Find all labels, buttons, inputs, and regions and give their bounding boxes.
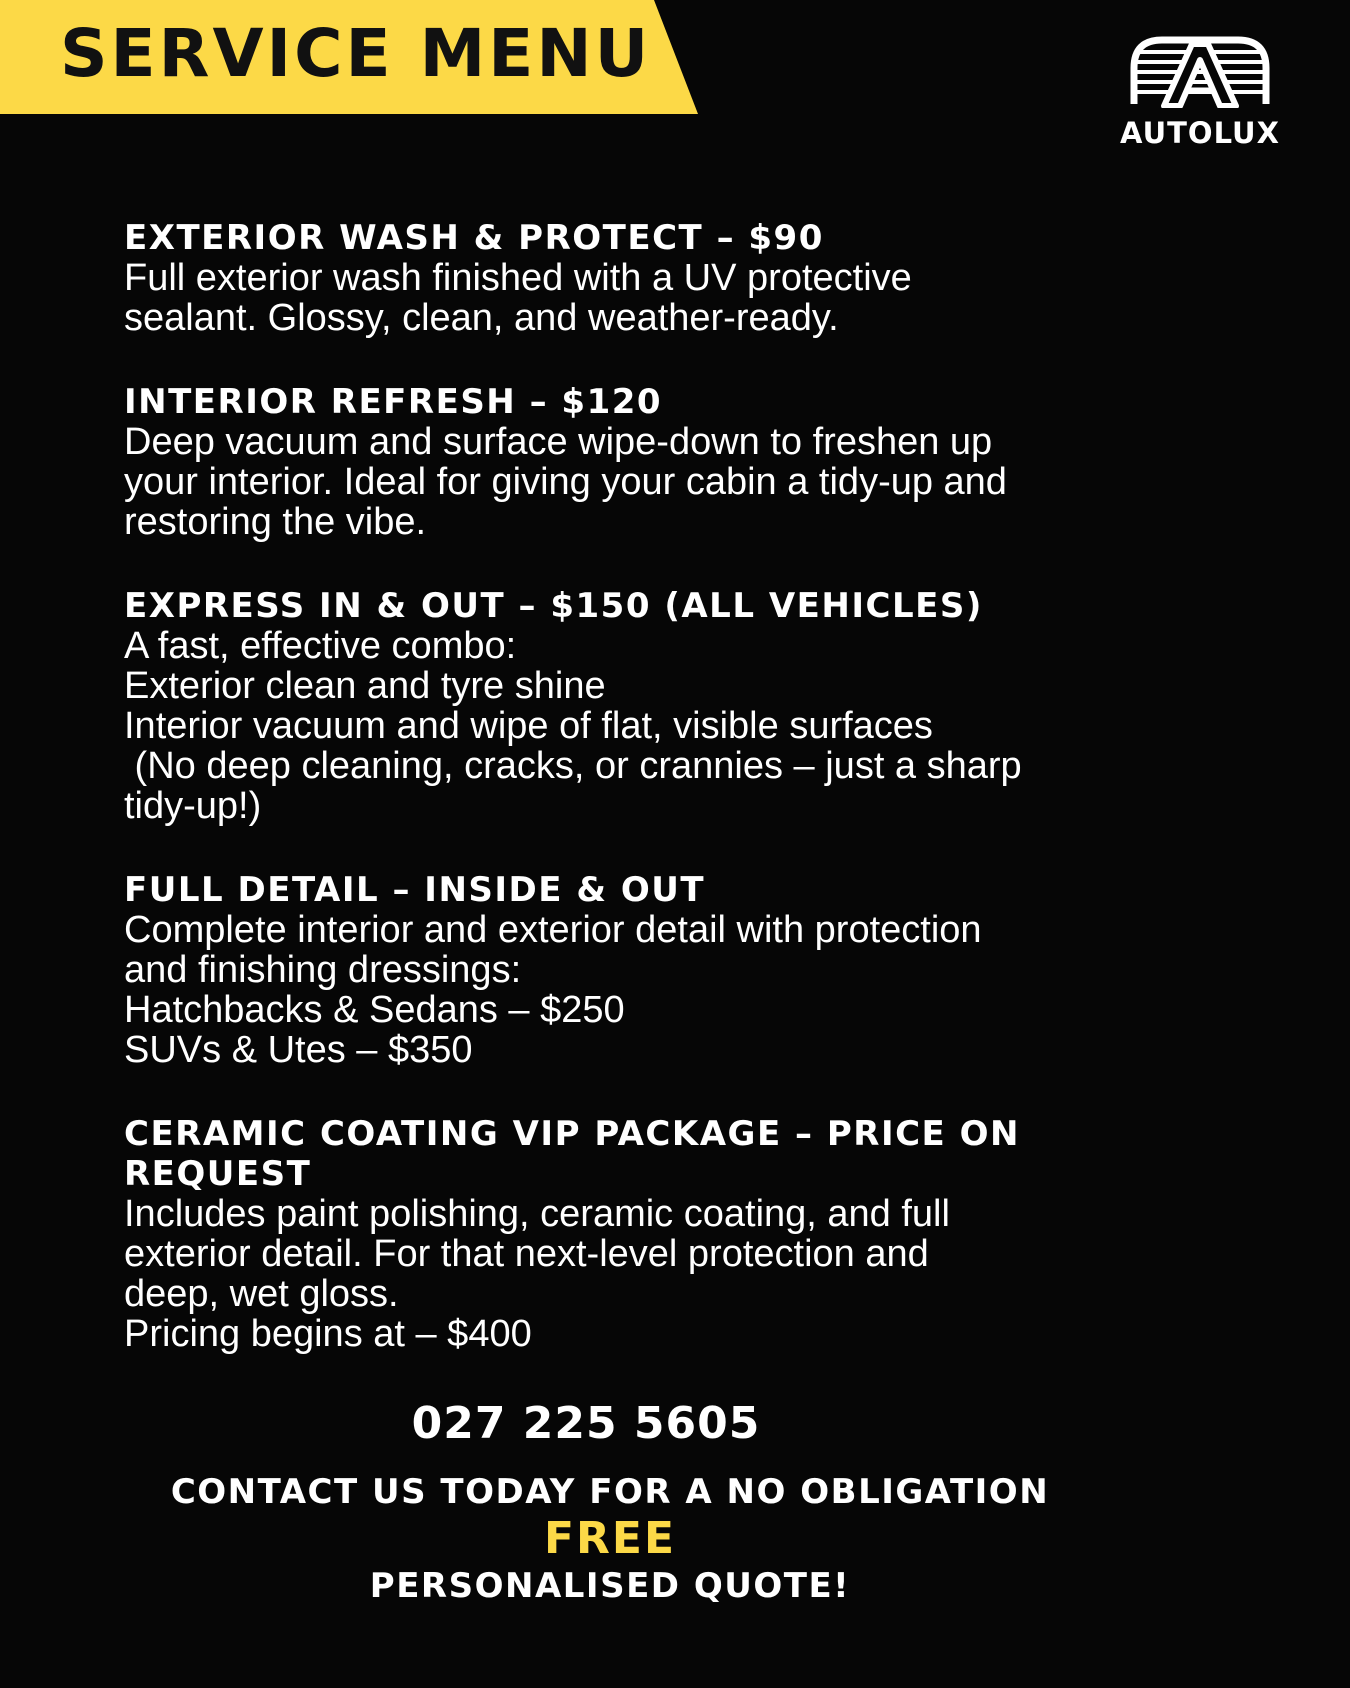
service-description: Includes paint polishing, ceramic coating, and full [124, 1193, 950, 1235]
service-title: CERAMIC COATING VIP PACKAGE – PRICE ON [124, 1114, 1020, 1154]
service-description: and finishing dressings: [124, 949, 522, 991]
services-list [124, 218, 1124, 1398]
phone-number[interactable]: 027 225 5605 [411, 1398, 761, 1449]
service-description: (No deep cleaning, cracks, or crannies – just a sharp [124, 745, 1022, 787]
service-description: A fast, effective combo: [124, 625, 517, 667]
service-description: Full exterior wash finished with a UV protective [124, 257, 912, 299]
service-ceramic-coating [124, 1114, 1124, 1354]
service-price-line: SUVs & Utes – $350 [124, 1029, 473, 1071]
service-title: REQUEST [124, 1154, 312, 1194]
brand-name: AUTOLUX [1120, 116, 1280, 150]
contact-line: CONTACT US TODAY FOR A NO OBLIGATION [170, 1472, 1050, 1512]
service-description: deep, wet gloss. [124, 1273, 399, 1315]
service-price-line: Hatchbacks & Sedans – $250 [124, 989, 625, 1031]
service-title: INTERIOR REFRESH – $120 [124, 382, 663, 422]
service-description: Complete interior and exterior detail with protection [124, 909, 982, 951]
service-description: exterior detail. For that next-level protection and [124, 1233, 929, 1275]
service-interior-refresh [124, 382, 1124, 542]
service-exterior-wash [124, 218, 1124, 338]
service-express-in-out [124, 586, 1124, 826]
service-title: FULL DETAIL – INSIDE & OUT [124, 870, 706, 910]
contact-line: PERSONALISED QUOTE! [369, 1566, 851, 1606]
service-description: restoring the vibe. [124, 501, 427, 543]
brand-logo [1110, 34, 1290, 154]
autolux-stripes-a-icon [1130, 34, 1270, 108]
service-title: EXTERIOR WASH & PROTECT – $90 [124, 218, 824, 258]
service-description: Exterior clean and tyre shine [124, 665, 606, 707]
page-title: SERVICE MENU [60, 15, 652, 92]
contact-callout [0, 1470, 1220, 1608]
free-highlight: FREE [543, 1513, 677, 1564]
service-description: Interior vacuum and wipe of flat, visible surfaces [124, 705, 933, 747]
service-full-detail [124, 870, 1124, 1070]
service-description: sealant. Glossy, clean, and weather-ready. [124, 297, 839, 339]
service-price-line: Pricing begins at – $400 [124, 1313, 532, 1355]
service-description: Deep vacuum and surface wipe-down to freshen up [124, 421, 993, 463]
service-title: EXPRESS IN & OUT – $150 (ALL VEHICLES) [124, 586, 983, 626]
service-description: tidy-up!) [124, 785, 262, 827]
service-description: your interior. Ideal for giving your cabin a tidy-up and [124, 461, 1007, 503]
